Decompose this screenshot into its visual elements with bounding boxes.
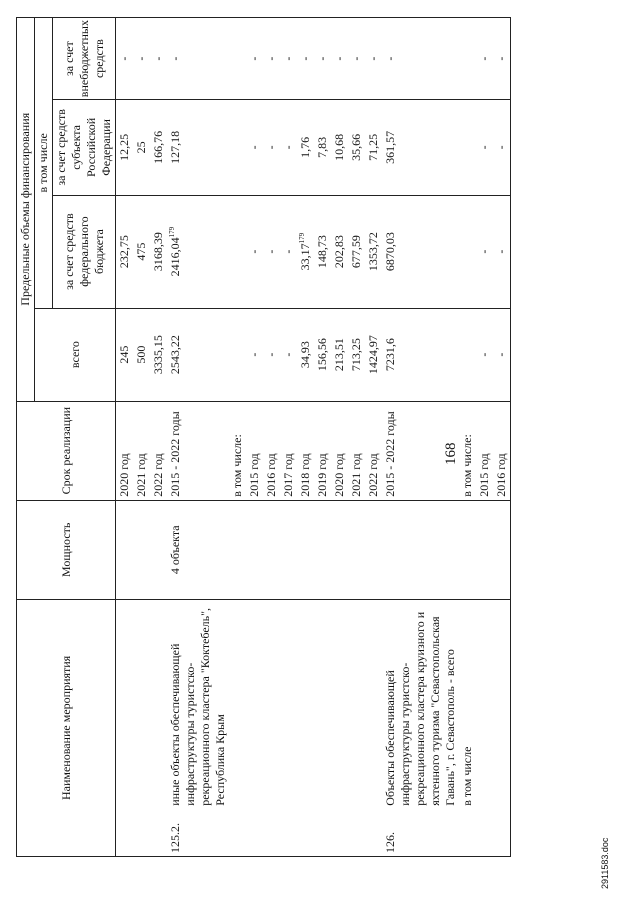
cell-idx xyxy=(229,809,246,857)
cell-fed: - xyxy=(476,195,493,308)
cell-name xyxy=(150,599,167,808)
cell-fed: 3168,39 xyxy=(150,195,167,308)
table-row xyxy=(263,18,280,857)
cell-fed xyxy=(459,195,476,308)
cell-fed: 202,83 xyxy=(331,195,348,308)
table-row xyxy=(246,18,263,857)
cell-ext: - xyxy=(493,18,511,100)
cell-name xyxy=(365,599,382,808)
cell-ext: - xyxy=(348,18,365,100)
cell-period: 2018 год xyxy=(297,401,314,500)
cell-total: 34,93 xyxy=(297,308,314,401)
cell-total: 7231,6 xyxy=(382,308,459,401)
cell-idx xyxy=(476,809,493,857)
cell-idx xyxy=(297,809,314,857)
page-number: 168 xyxy=(443,442,459,465)
cell-period: в том числе: xyxy=(459,401,476,500)
table-row xyxy=(493,18,511,857)
cell-fed: 1353,72 xyxy=(365,195,382,308)
table-row xyxy=(229,18,246,857)
footnote-ref: 179 xyxy=(298,232,306,244)
cell-fed xyxy=(229,195,246,308)
cell-name xyxy=(246,599,263,808)
cell-idx xyxy=(331,809,348,857)
cell-fed: 475 xyxy=(133,195,150,308)
cell-ext xyxy=(229,18,246,100)
cell-cap xyxy=(476,500,493,599)
cell-cap xyxy=(280,500,297,599)
cell-reg: - xyxy=(493,100,511,195)
cell-name xyxy=(348,599,365,808)
header-regional: за счет средств субъекта Российской Федерации xyxy=(53,100,116,195)
cell-reg: - xyxy=(280,100,297,195)
cell-cap xyxy=(150,500,167,599)
cell-cap xyxy=(297,500,314,599)
cell-ext: - xyxy=(476,18,493,100)
cell-fed: 33,17$^{179}$ xyxy=(297,195,314,308)
cell-idx xyxy=(150,809,167,857)
header-including: в том числе xyxy=(35,18,53,309)
cell-reg: 127,18 xyxy=(167,100,229,195)
cell-ext: - xyxy=(297,18,314,100)
cell-idx xyxy=(280,809,297,857)
cell-period: 2020 год xyxy=(116,401,134,500)
footnote-ref: 179 xyxy=(168,226,176,238)
cell-fed: 2416,04$^{179}$ xyxy=(167,195,229,308)
cell-cap xyxy=(314,500,331,599)
cell-reg: 25 xyxy=(133,100,150,195)
header-name: Наименование мероприятия xyxy=(17,599,116,856)
header-financing: Предельные объемы финансирования xyxy=(17,18,35,402)
cell-name xyxy=(280,599,297,808)
cell-cap xyxy=(382,500,459,599)
cell-name xyxy=(331,599,348,808)
cell-name xyxy=(493,599,511,808)
cell-idx xyxy=(246,809,263,857)
cell-total: - xyxy=(246,308,263,401)
cell-ext: - xyxy=(331,18,348,100)
cell-total: - xyxy=(280,308,297,401)
cell-total: 156,56 xyxy=(314,308,331,401)
cell-idx xyxy=(133,809,150,857)
cell-period: 2017 год xyxy=(280,401,297,500)
header-capacity: Мощность xyxy=(17,500,116,599)
table-body xyxy=(116,18,511,857)
cell-ext: - xyxy=(382,18,459,100)
cell-period: 2021 год xyxy=(348,401,365,500)
table-row xyxy=(331,18,348,857)
cell-period: 2016 год xyxy=(263,401,280,500)
cell-fed: - xyxy=(263,195,280,308)
cell-period: 2015 - 2022 годы xyxy=(382,401,459,500)
cell-total: 713,25 xyxy=(348,308,365,401)
cell-cap xyxy=(263,500,280,599)
table-row xyxy=(476,18,493,857)
cell-total: - xyxy=(493,308,511,401)
cell-ext: - xyxy=(314,18,331,100)
cell-period: 2015 - 2022 годы xyxy=(167,401,229,500)
header-federal: за счет средств федерального бюджета xyxy=(53,195,116,308)
cell-period: 2019 год xyxy=(314,401,331,500)
cell-period: 2020 год xyxy=(331,401,348,500)
cell-cap xyxy=(229,500,246,599)
cell-cap xyxy=(348,500,365,599)
cell-idx xyxy=(263,809,280,857)
cell-name: в том числе xyxy=(459,599,476,808)
table-row xyxy=(133,18,150,857)
cell-ext: - xyxy=(167,18,229,100)
cell-idx xyxy=(314,809,331,857)
cell-reg xyxy=(459,100,476,195)
cell-idx: 126. xyxy=(382,809,459,857)
table-row xyxy=(348,18,365,857)
cell-total: 245 xyxy=(116,308,134,401)
cell-name xyxy=(116,599,134,808)
cell-total: - xyxy=(476,308,493,401)
table-row xyxy=(314,18,331,857)
cell-reg: 71,25 xyxy=(365,100,382,195)
cell-reg: 361,57 xyxy=(382,100,459,195)
cell-idx xyxy=(365,809,382,857)
cell-fed: 6870,03 xyxy=(382,195,459,308)
header-period: Срок реализации xyxy=(17,401,116,500)
cell-name xyxy=(297,599,314,808)
cell-fed: 677,59 xyxy=(348,195,365,308)
financing-table xyxy=(16,17,511,857)
cell-reg: - xyxy=(476,100,493,195)
cell-total: 3335,15 xyxy=(150,308,167,401)
cell-cap xyxy=(459,500,476,599)
cell-period: 2015 год xyxy=(246,401,263,500)
cell-fed: 148,73 xyxy=(314,195,331,308)
cell-cap xyxy=(246,500,263,599)
cell-idx xyxy=(116,809,134,857)
cell-period: 2016 год xyxy=(493,401,511,500)
table-row xyxy=(459,18,476,857)
cell-total: 2543,22 xyxy=(167,308,229,401)
table-row xyxy=(280,18,297,857)
cell-ext: - xyxy=(150,18,167,100)
header-extra: за счет внебюджетных средств xyxy=(53,18,116,100)
cell-cap xyxy=(493,500,511,599)
cell-reg xyxy=(229,100,246,195)
cell-idx xyxy=(348,809,365,857)
cell-fed: - xyxy=(246,195,263,308)
table-row xyxy=(365,18,382,857)
cell-fed: 232,75 xyxy=(116,195,134,308)
table-row xyxy=(297,18,314,857)
cell-cap xyxy=(116,500,134,599)
cell-name xyxy=(229,599,246,808)
cell-ext: - xyxy=(280,18,297,100)
cell-ext: - xyxy=(365,18,382,100)
cell-ext: - xyxy=(246,18,263,100)
cell-reg: 166,76 xyxy=(150,100,167,195)
cell-name: Объекты обеспечивающей инфраструктуры туристско-рекреационного кластера круизного и яхтенного туризма "Севастопольская Гавань", г. Севастополь - всего xyxy=(382,599,459,808)
header-total: всего xyxy=(35,308,116,401)
cell-ext: - xyxy=(116,18,134,100)
cell-period: 2022 год xyxy=(365,401,382,500)
table-row xyxy=(167,18,229,857)
cell-fed: - xyxy=(493,195,511,308)
table-row xyxy=(116,18,134,857)
cell-reg: 10,68 xyxy=(331,100,348,195)
cell-period: 2021 год xyxy=(133,401,150,500)
cell-period: 2022 год xyxy=(150,401,167,500)
cell-idx xyxy=(459,809,476,857)
cell-name xyxy=(133,599,150,808)
cell-name: иные объекты обеспечивающей инфраструктуры туристско-рекреационного кластера "Коктебель", Республика Крым xyxy=(167,599,229,808)
cell-period: 2015 год xyxy=(476,401,493,500)
table-row xyxy=(382,18,459,857)
cell-ext xyxy=(459,18,476,100)
cell-total xyxy=(229,308,246,401)
cell-reg: 7,83 xyxy=(314,100,331,195)
cell-total: 213,51 xyxy=(331,308,348,401)
cell-cap xyxy=(365,500,382,599)
cell-reg: 35,66 xyxy=(348,100,365,195)
cell-total: 500 xyxy=(133,308,150,401)
cell-ext: - xyxy=(263,18,280,100)
cell-reg: 12,25 xyxy=(116,100,134,195)
cell-total xyxy=(459,308,476,401)
cell-name xyxy=(476,599,493,808)
cell-total: - xyxy=(263,308,280,401)
cell-reg: - xyxy=(263,100,280,195)
cell-period: в том числе: xyxy=(229,401,246,500)
cell-reg: 1,76 xyxy=(297,100,314,195)
cell-cap: 4 объекта xyxy=(167,500,229,599)
document-id: 2911583.doc xyxy=(600,837,610,889)
cell-fed: - xyxy=(280,195,297,308)
cell-idx: 125.2. xyxy=(167,809,229,857)
cell-cap xyxy=(133,500,150,599)
cell-idx xyxy=(493,809,511,857)
cell-cap xyxy=(331,500,348,599)
cell-total: 1424,97 xyxy=(365,308,382,401)
cell-name xyxy=(314,599,331,808)
table-row xyxy=(150,18,167,857)
cell-name xyxy=(263,599,280,808)
cell-reg: - xyxy=(246,100,263,195)
cell-ext: - xyxy=(133,18,150,100)
